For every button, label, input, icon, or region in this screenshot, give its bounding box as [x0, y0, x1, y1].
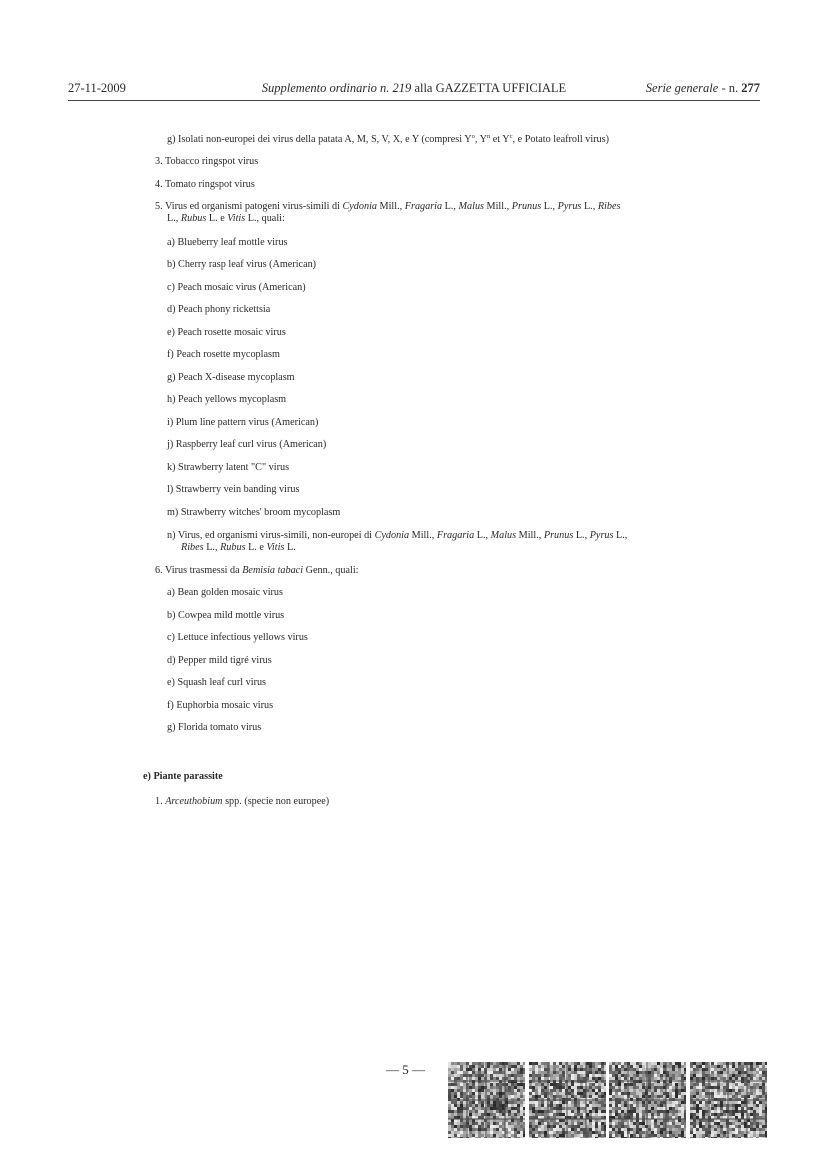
security-stamp-3	[609, 1062, 686, 1138]
genus: Malus	[458, 201, 484, 212]
text: Mill.,	[484, 201, 512, 212]
text: L.,	[541, 201, 558, 212]
list-item-5-line-2	[167, 213, 285, 224]
sub-item-6e: e) Squash leaf curl virus	[167, 677, 267, 688]
header-series	[646, 81, 760, 96]
page-header	[68, 81, 760, 97]
sub-item-5e: e) Peach rosette mosaic virus	[167, 327, 286, 338]
sub-item-6c: c) Lettuce infectious yellows virus	[167, 632, 308, 643]
text: L.,	[474, 530, 491, 541]
sub-item-6a: a) Bean golden mosaic virus	[167, 587, 283, 598]
genus: Vitis	[227, 213, 246, 224]
genus: Rubus	[180, 213, 207, 224]
sub-item-5n-line-1	[167, 530, 627, 541]
genus: Vitis	[266, 542, 285, 553]
sub-item-5b: b) Cherry rasp leaf virus (American)	[167, 259, 317, 270]
list-item-3: 3. Tobacco ringspot virus	[155, 156, 259, 167]
genus: Fragaria	[436, 530, 475, 541]
text: L.,	[613, 530, 628, 541]
sub-item-5n-line-2	[181, 542, 296, 553]
genus: Cydonia	[374, 530, 410, 541]
text: g) Isolati non-europei dei virus della patata A, M, S, V, X, e Y (compresi Y	[167, 134, 472, 145]
text: et Y	[490, 134, 510, 145]
header-issue-number: 277	[741, 81, 760, 95]
text: L.	[284, 542, 296, 553]
superscript: c	[509, 133, 513, 140]
genus: Rubus	[220, 542, 246, 553]
header-series-label: Serie generale	[645, 81, 719, 95]
security-stamp-4	[690, 1062, 767, 1138]
sub-item-5g: g) Peach X-disease mycoplasm	[167, 372, 295, 383]
sub-item-6d: d) Pepper mild tigré virus	[167, 655, 272, 666]
text: , Y	[474, 134, 487, 145]
text: L. e	[245, 542, 267, 553]
security-stamp-2	[529, 1062, 606, 1138]
text: 1.	[155, 796, 166, 807]
list-item-arceuthobium	[155, 796, 329, 807]
text: n) Virus, ed organismi virus-simili, non-europei di	[167, 530, 375, 541]
text: Genn., quali:	[303, 565, 359, 576]
genus: Ribes	[181, 542, 204, 553]
sub-item-5j: j) Raspberry leaf curl virus (American)	[167, 439, 327, 450]
genus: Pyrus	[557, 201, 582, 212]
section-heading-piante-parassite: e) Piante parassite	[143, 771, 223, 782]
sub-item-5i: i) Plum line pattern virus (American)	[167, 417, 319, 428]
list-item-6	[155, 565, 359, 576]
header-series-n: - n.	[718, 81, 742, 95]
text: 6. Virus trasmessi da	[155, 565, 243, 576]
sub-item-6g: g) Florida tomato virus	[167, 722, 262, 733]
sub-item-5k: k) Strawberry latent "C" virus	[167, 462, 290, 473]
text: L.,	[203, 542, 221, 553]
species: Bemisia tabaci	[242, 565, 304, 576]
text: spp. (specie non europee)	[222, 796, 330, 807]
sub-item-5m: m) Strawberry witches' broom mycoplasm	[167, 507, 341, 518]
text: Mill.,	[377, 201, 405, 212]
text: L. e	[206, 213, 228, 224]
list-item-4: 4. Tomato ringspot virus	[155, 179, 255, 190]
text: Mill.,	[409, 530, 437, 541]
security-stamp-1	[448, 1062, 525, 1138]
text: L.,	[442, 201, 459, 212]
sub-item-5a: a) Blueberry leaf mottle virus	[167, 237, 288, 248]
genus: Malus	[490, 530, 517, 541]
genus: Prunus	[511, 201, 542, 212]
text: , e Potato leafroll virus)	[512, 134, 610, 145]
genus: Ribes	[597, 201, 621, 212]
text: L.,	[581, 201, 598, 212]
header-date: 27-11-2009	[68, 81, 126, 95]
header-rule	[68, 100, 760, 101]
text: L., quali:	[245, 213, 285, 224]
text: Mill.,	[516, 530, 544, 541]
genus: Arceuthobium	[165, 796, 223, 807]
genus: Fragaria	[404, 201, 443, 212]
superscript: o	[471, 133, 475, 140]
text: 5. Virus ed organismi patogeni virus-simili di	[155, 201, 343, 212]
genus: Prunus	[543, 530, 574, 541]
list-item-potato-viruses	[167, 133, 609, 145]
genus: Pyrus	[589, 530, 614, 541]
sub-item-6b: b) Cowpea mild mottle virus	[167, 610, 285, 621]
sub-item-5h: h) Peach yellows mycoplasm	[167, 394, 287, 405]
sub-item-5c: c) Peach mosaic virus (American)	[167, 282, 306, 293]
superscript: n	[486, 133, 491, 140]
page-number: — 5 —	[386, 1062, 425, 1077]
sub-item-5d: d) Peach phony rickettsia	[167, 304, 271, 315]
header-gazette: alla GAZZETTA UFFICIALE	[411, 81, 567, 95]
text: L.,	[167, 213, 181, 224]
header-supplement: Supplemento ordinario n. 219	[261, 81, 412, 95]
list-item-5-line-1	[155, 201, 620, 212]
sub-item-5l: l) Strawberry vein banding virus	[167, 484, 300, 495]
sub-item-6f: f) Euphorbia mosaic virus	[167, 700, 274, 711]
sub-item-5f: f) Peach rosette mycoplasm	[167, 349, 280, 360]
text: L.,	[573, 530, 590, 541]
genus: Cydonia	[342, 201, 377, 212]
